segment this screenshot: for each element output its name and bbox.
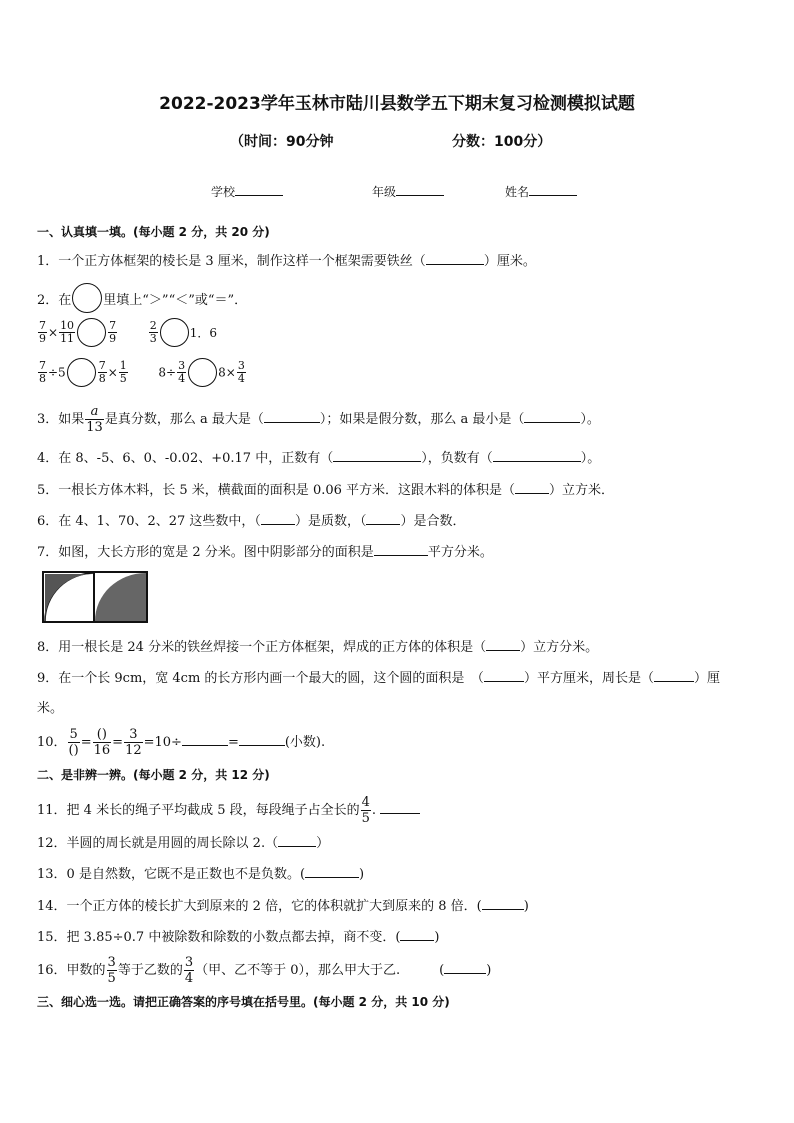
fraction: $\frac{3}{4}$ bbox=[178, 359, 186, 385]
grade-field[interactable] bbox=[372, 183, 444, 200]
answer-blank[interactable] bbox=[444, 961, 486, 974]
compare-circle[interactable] bbox=[188, 358, 217, 387]
question-15: 15．把 3.85÷0.7 中被除数和除数的小数点都去掉，商不变．( ) bbox=[37, 930, 440, 945]
fraction: $\frac{7}{8}$ bbox=[39, 359, 46, 385]
question-2: 2．在 里填上“＞”“＜”或“＝”． bbox=[37, 283, 247, 313]
question-1: 1．一个正方体框架的棱长是 3 厘米，制作这样一个框架需要铁丝（ ）厘米。 bbox=[37, 254, 536, 269]
answer-blank[interactable] bbox=[515, 481, 549, 494]
answer-blank[interactable] bbox=[380, 801, 420, 814]
answer-blank[interactable] bbox=[493, 449, 581, 462]
question-9-cont: 米。 bbox=[37, 701, 64, 716]
page-title: 2022-2023学年玉林市陆川县数学五下期末复习检测模拟试题 bbox=[159, 94, 635, 114]
name-field[interactable] bbox=[505, 183, 577, 200]
fraction: $\frac{3}{4}$ bbox=[184, 955, 194, 986]
answer-blank[interactable] bbox=[486, 638, 520, 651]
grade-blank[interactable] bbox=[396, 183, 444, 196]
school-label: 学校 bbox=[211, 185, 236, 199]
section3-heading: 三、细心选一选。请把正确答案的序号填在括号里。(每小题 2 分，共 10 分) bbox=[37, 995, 450, 1009]
answer-blank[interactable] bbox=[654, 669, 694, 682]
fraction: $\frac{3}{5}$ bbox=[107, 955, 116, 986]
question-10: 10． $\frac{5}{()}$ = $\frac{()}{16}$ = $\frac{3}{12}$ =10÷ = (小数). bbox=[37, 727, 326, 758]
question-13: 13．0 是自然数，它既不是正数也不是负数。( ) bbox=[37, 867, 365, 882]
fraction: $\frac{3}{12}$ bbox=[125, 727, 142, 758]
question-8: 8．用一根长是 24 分米的铁丝焊接一个正方体框架，焊成的正方体的体积是（ ）立方分米。 bbox=[37, 640, 599, 655]
answer-blank[interactable] bbox=[524, 410, 580, 423]
compare-circle[interactable] bbox=[160, 318, 189, 347]
question-2-row-2: $\frac{7}{8}$ ÷5 $\frac{7}{8}$ × $\frac{1}{5}$ 8÷ $\frac{3}{4}$ 8× $\frac{3}{4}$ bbox=[39, 359, 245, 385]
fraction: $\frac{3}{4}$ bbox=[237, 359, 245, 385]
answer-blank[interactable] bbox=[400, 928, 434, 941]
school-blank[interactable] bbox=[235, 183, 283, 196]
grade-label: 年级 bbox=[372, 185, 397, 199]
section2-heading: 二、是非辨一辨。(每小题 2 分，共 12 分) bbox=[37, 768, 270, 782]
answer-blank[interactable] bbox=[482, 897, 524, 910]
answer-blank[interactable] bbox=[278, 834, 316, 847]
answer-blank[interactable] bbox=[182, 733, 228, 746]
answer-blank[interactable] bbox=[261, 512, 295, 525]
answer-blank[interactable] bbox=[239, 733, 285, 746]
answer-blank[interactable] bbox=[264, 410, 320, 423]
fraction: $\frac{2}{3}$ bbox=[149, 319, 157, 345]
question-16: 16．甲数的 $\frac{3}{5}$ 等于乙数的 $\frac{3}{4}$ （甲、乙不等于 0），那么甲大于乙. ( ) bbox=[37, 955, 492, 986]
question-11: 11．把 4 米长的绳子平均截成 5 段，每段绳子占全长的 $\frac{4}{5}$ . bbox=[37, 795, 420, 826]
question-14: 14．一个正方体的棱长扩大到原来的 2 倍，它的体积就扩大到原来的 8 倍．( ) bbox=[37, 899, 529, 914]
time-label: （时间：90分钟 bbox=[230, 134, 334, 150]
compare-circle[interactable] bbox=[67, 358, 96, 387]
answer-blank[interactable] bbox=[484, 669, 524, 682]
fraction: $\frac{4}{5}$ bbox=[361, 795, 370, 826]
answer-blank[interactable] bbox=[305, 865, 359, 878]
fraction: $\frac{10}{11}$ bbox=[60, 319, 75, 345]
answer-blank[interactable] bbox=[374, 543, 428, 556]
answer-blank[interactable] bbox=[333, 449, 421, 462]
section1-heading: 一、认真填一填。(每小题 2 分，共 20 分) bbox=[37, 225, 270, 239]
fraction: $\frac{7}{9}$ bbox=[39, 319, 46, 345]
question-7: 7．如图，大长方形的宽是 2 分米。图中阴影部分的面积是 平方分米。 bbox=[37, 545, 493, 560]
question-2-row-1: $\frac{7}{9}$ × $\frac{10}{11}$ $\frac{7}{9}$ $\frac{2}{3}$ 1．6 bbox=[39, 319, 217, 345]
school-field[interactable] bbox=[211, 183, 283, 200]
answer-blank[interactable] bbox=[426, 252, 484, 265]
score-label: 分数：100分） bbox=[452, 134, 552, 150]
question-12: 12．半圆的周长就是用圆的周长除以 2.（ ） bbox=[37, 836, 330, 851]
answer-blank[interactable] bbox=[366, 512, 400, 525]
shaded-rectangle-figure bbox=[42, 571, 148, 623]
compare-circle[interactable] bbox=[72, 283, 102, 313]
fraction: $\frac{7}{8}$ bbox=[98, 359, 106, 385]
fraction: $\frac{1}{5}$ bbox=[119, 359, 127, 385]
name-blank[interactable] bbox=[529, 183, 577, 196]
fraction: $\frac{()}{16}$ bbox=[93, 727, 111, 758]
question-4: 4．在 8、-5、6、0、-0.02、+0.17 中，正数有（ ），负数有（ ）。 bbox=[37, 451, 601, 466]
question-5: 5．一根长方体木料，长 5 米，横截面的面积是 0.06 平方米．这跟木料的体积是（ ）立方米． bbox=[37, 483, 615, 498]
question-3: 3．如果 $\frac{a}{13}$ 是真分数，那么 a 最大是（ ）；如果是假分数，那么 a 最小是（ ）。 bbox=[37, 404, 600, 435]
question-6: 6．在 4、1、70、2、27 这些数中，（ ）是质数，（ ）是合数． bbox=[37, 514, 466, 529]
name-label: 姓名 bbox=[505, 185, 530, 199]
fraction: $\frac{5}{()}$ bbox=[68, 727, 79, 758]
fraction: $\frac{7}{9}$ bbox=[109, 319, 117, 345]
fraction: $\frac{a}{13}$ bbox=[86, 404, 103, 435]
compare-circle[interactable] bbox=[77, 318, 106, 347]
question-9: 9．在一个长 9cm，宽 4cm 的长方形内画一个最大的圆，这个圆的面积是 （ ）平方厘米，周长是（ ）厘 bbox=[37, 671, 720, 686]
